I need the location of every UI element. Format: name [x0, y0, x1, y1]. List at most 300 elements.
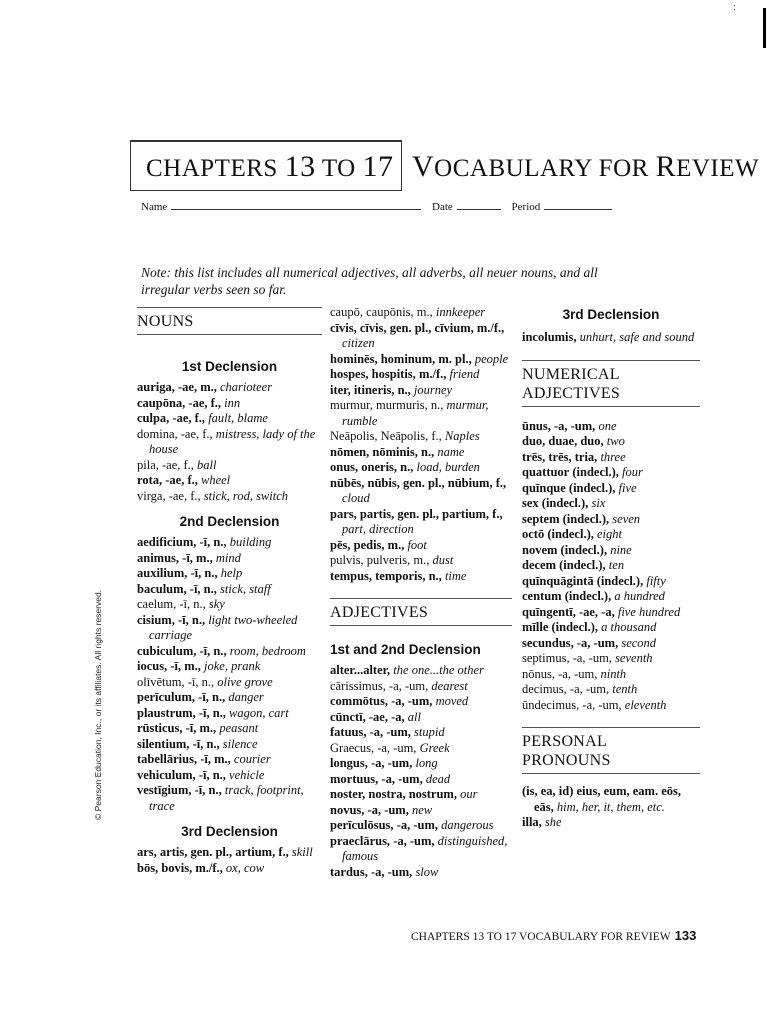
- entry-grammar: f.,: [431, 429, 442, 443]
- vocab-entry: [330, 445, 512, 461]
- entry-meaning: our: [460, 787, 478, 801]
- vocab-entry: [137, 644, 322, 660]
- declension-list: [137, 380, 322, 504]
- entry-meaning: stick, staff: [220, 581, 271, 596]
- entry-meaning: mistress, lady of the house: [149, 426, 316, 456]
- vocab-entry: [522, 512, 700, 528]
- entry-grammar: -ī, n.,: [190, 566, 218, 580]
- entry-meaning: stick, rod, switch: [203, 488, 289, 503]
- entry-grammar: -ae, f.,: [188, 395, 222, 410]
- entry-grammar: -ī, n.,: [198, 767, 226, 782]
- entry-latin: septem: [522, 511, 560, 526]
- entry-latin: caupō, caupōnis,: [330, 305, 414, 319]
- vocab-entry: [137, 861, 322, 877]
- vocab-title: [412, 150, 759, 184]
- vocab-entry: [330, 834, 512, 865]
- vocab-entry: [330, 787, 512, 803]
- entry-latin: animus,: [137, 550, 180, 565]
- vocab-entry: [330, 538, 512, 554]
- entry-meaning: ball: [197, 457, 217, 472]
- vocab-entry: [522, 527, 700, 543]
- vocab-entry: [330, 756, 512, 772]
- entry-grammar: m.,: [416, 305, 433, 319]
- vocab-entry: [522, 651, 700, 667]
- entry-meaning: fault, blame: [208, 411, 268, 425]
- pronouns-heading-line-2: PRONOUNS: [522, 752, 611, 769]
- vocab-entry: [522, 543, 700, 559]
- entry-meaning: help: [220, 566, 243, 580]
- entry-grammar: (indecl.),: [572, 465, 619, 479]
- entry-meaning: two: [606, 434, 625, 448]
- col3-sub-heading: 3rd Declension: [562, 307, 660, 322]
- entry-grammar: -ī, n.,: [179, 597, 206, 611]
- vocab-entry: [522, 620, 700, 636]
- entry-grammar: -ī, n.,: [198, 690, 226, 704]
- vocab-entry: [522, 698, 700, 714]
- entry-grammar: -a, -um,: [396, 818, 439, 832]
- adjective-list: [330, 663, 512, 880]
- entry-latin: alter...alter,: [330, 663, 391, 677]
- entry-meaning: building: [229, 535, 272, 549]
- entry-meaning: long: [415, 756, 438, 770]
- vocab-entry: [522, 636, 700, 652]
- entry-grammar: -ī, n.,: [198, 705, 226, 720]
- entry-meaning: him, her, it, them, etc.: [556, 799, 665, 814]
- entry-grammar: -a, -um,: [393, 833, 435, 848]
- entry-grammar: gen. pl., cīvium, m./f.,: [389, 320, 505, 335]
- entry-latin: nōmen, nōminis,: [330, 444, 418, 459]
- entry-latin: ūnus,: [522, 418, 551, 433]
- vocab-entry: [137, 721, 322, 737]
- entry-meaning: ten: [608, 558, 625, 572]
- entry-grammar: (indecl.),: [551, 620, 599, 634]
- entry-latin: rūsticus,: [137, 721, 183, 735]
- entry-grammar: (indecl.),: [564, 589, 612, 603]
- vocab-entry: [522, 434, 700, 450]
- entry-latin: plaustrum,: [137, 705, 196, 720]
- entry-meaning: cloud: [342, 491, 370, 505]
- entry-meaning: foot: [407, 537, 427, 552]
- entry-meaning: all: [407, 709, 421, 724]
- entry-latin: ūndecimus,: [522, 697, 580, 712]
- column-1: [137, 305, 322, 876]
- entry-grammar: -a, -um,: [391, 694, 433, 708]
- entry-grammar: m.,: [413, 553, 430, 567]
- entry-latin: mortuus,: [330, 771, 379, 786]
- entry-grammar: -ī, n.,: [189, 581, 217, 596]
- entry-latin: fatuus,: [330, 725, 367, 739]
- entry-grammar: -a, -um,: [558, 666, 598, 681]
- title-v: V: [412, 150, 435, 183]
- entry-meaning: seventh: [615, 651, 653, 665]
- entry-grammar: -a, -um,: [377, 740, 417, 755]
- vocab-entry: [330, 679, 512, 695]
- entry-latin: silentium,: [137, 736, 190, 751]
- entry-latin: nūbēs, nūbis,: [330, 475, 400, 490]
- entry-meaning: light two-wheeled carriage: [149, 612, 298, 642]
- vocab-entry: [137, 737, 322, 753]
- vocab-entry: [330, 818, 512, 834]
- entry-meaning: distinguished, famous: [342, 833, 508, 863]
- vocab-entry: [330, 398, 512, 429]
- entry-latin: domina,: [137, 426, 178, 441]
- vocab-entry: [522, 496, 700, 512]
- vocab-entry: [522, 419, 700, 435]
- page-edge-line: [763, 8, 766, 48]
- entry-grammar: (indecl.),: [560, 542, 608, 557]
- entry-latin: duo, duae, duo,: [522, 434, 604, 448]
- adj-3rd-decl-list: [522, 330, 700, 346]
- entry-latin: cūnctī,: [330, 709, 366, 724]
- entry-meaning: dangerous: [441, 818, 494, 832]
- vocab-entry: [330, 321, 512, 352]
- entry-latin: quīnquāgintā: [522, 573, 594, 588]
- date-label: Date: [432, 201, 453, 213]
- period-field[interactable]: [544, 200, 612, 210]
- entry-grammar: -a, -um,: [367, 802, 409, 817]
- entry-grammar: n.,: [428, 568, 442, 583]
- entry-meaning: five hundred: [617, 604, 681, 619]
- vocab-entry: [522, 815, 700, 831]
- entry-meaning: one: [598, 418, 617, 433]
- entry-latin: bōs, bovis,: [137, 860, 193, 875]
- entry-latin: rota,: [137, 473, 163, 487]
- entry-grammar: -ae, f.,: [172, 411, 206, 425]
- title-number-1: 13: [284, 150, 316, 183]
- entry-latin: Graecus,: [330, 740, 375, 755]
- vocab-entry: [522, 667, 700, 683]
- entry-grammar: -ī, m.,: [170, 659, 201, 673]
- entry-grammar: -ae, f.,: [162, 457, 194, 472]
- entry-meaning: wheel: [201, 473, 231, 487]
- pronouns-heading-line-1: PERSONAL: [522, 733, 608, 750]
- entry-grammar: -ae, f.,: [180, 426, 213, 441]
- entry-meaning: tenth: [612, 682, 638, 696]
- entry-meaning: room, bedroom: [229, 643, 306, 658]
- entry-latin: murmur, murmuris,: [330, 398, 428, 412]
- entry-meaning: load, burden: [416, 460, 480, 474]
- entry-meaning: dearest: [431, 678, 468, 693]
- entry-latin: nōnus,: [522, 666, 555, 681]
- vocab-entry: [522, 784, 700, 815]
- entry-meaning: time: [444, 568, 467, 583]
- entry-latin: septimus,: [522, 651, 570, 665]
- entry-latin: (is, ea, id) eius, eum, eam.: [522, 784, 659, 798]
- entry-meaning: new: [411, 802, 433, 817]
- entry-grammar: (indecl.),: [562, 511, 610, 526]
- entry-meaning: mind: [215, 550, 241, 565]
- entry-latin: onus, oneris,: [330, 460, 398, 474]
- entry-latin: sex: [522, 496, 539, 510]
- entry-latin: Neāpolis, Neāpolis,: [330, 429, 429, 443]
- vocab-entry: [137, 845, 322, 861]
- entry-latin: decem: [522, 558, 557, 572]
- entry-latin: ars, artis,: [137, 845, 188, 859]
- entry-meaning: Greek: [419, 740, 450, 755]
- copyright-notice: © Pearson Education, Inc., or its affiliates. All rights reserved.: [93, 589, 103, 820]
- entry-meaning: three: [600, 449, 626, 464]
- vocab-entry: [330, 460, 512, 476]
- entry-meaning: friend: [449, 367, 480, 381]
- vocab-entry: [137, 473, 322, 489]
- vocab-entry: [137, 551, 322, 567]
- entry-grammar: -ī, n.,: [199, 643, 227, 658]
- entry-meaning: seven: [612, 511, 641, 526]
- adjectives-heading: ADJECTIVES: [330, 598, 512, 626]
- entry-latin: olīvētum,: [137, 674, 185, 689]
- entry-grammar: eōs, eās,: [534, 784, 682, 814]
- title-number-2: 17: [362, 150, 394, 183]
- entry-latin: aedificium,: [137, 535, 197, 549]
- entry-latin: culpa,: [137, 411, 170, 425]
- entry-grammar: (indecl.),: [559, 558, 606, 572]
- entry-grammar: -a, -um,: [371, 756, 413, 770]
- entry-grammar: -ī, n.,: [187, 674, 215, 689]
- vocab-entry: [137, 489, 322, 505]
- vocab-entry: [330, 305, 512, 321]
- vocab-entry: [137, 566, 322, 582]
- entry-meaning: second: [621, 635, 657, 650]
- nouns-3rd-decl-cont: [330, 305, 512, 584]
- entry-meaning: eight: [597, 527, 622, 541]
- adj-sub-heading: 1st and 2nd Declension: [330, 642, 481, 657]
- vocab-entry: [137, 690, 322, 706]
- entry-latin: pila,: [137, 457, 159, 472]
- entry-meaning: part, direction: [342, 522, 414, 536]
- entry-latin: pulvis, pulveris,: [330, 553, 411, 567]
- entry-grammar: -a, -um,: [572, 651, 612, 665]
- entry-grammar: m./f.,: [195, 860, 223, 875]
- vocab-entry: [137, 535, 322, 551]
- entry-grammar: -a, -um,: [370, 864, 413, 879]
- entry-latin: illa,: [522, 815, 542, 829]
- numerical-heading-line-1: NUMERICAL: [522, 365, 620, 383]
- vocab-entry: [330, 383, 512, 399]
- entry-latin: mīlle: [522, 620, 549, 634]
- vocab-entry: [137, 427, 322, 458]
- vocab-entry: [522, 330, 700, 346]
- vocab-entry: [330, 710, 512, 726]
- entry-grammar: gen. pl., artium, f.,: [190, 845, 289, 859]
- entry-meaning: inn: [224, 395, 241, 410]
- entry-latin: centum: [522, 589, 562, 603]
- vocab-entry: [522, 558, 700, 574]
- entry-grammar: (indecl.),: [568, 480, 616, 495]
- vocab-entry: [330, 663, 512, 679]
- entry-grammar: m.,: [387, 537, 405, 552]
- entry-latin: incolumis,: [522, 330, 577, 344]
- entry-meaning: ninth: [600, 666, 627, 681]
- entry-latin: caelum,: [137, 597, 177, 611]
- entry-latin: iocus,: [137, 659, 168, 673]
- entry-meaning: charioteer: [219, 380, 273, 394]
- entry-grammar: -a, -um,: [381, 771, 423, 786]
- entry-meaning: danger: [228, 690, 264, 704]
- declension-heading: 3rd Declension: [181, 824, 278, 839]
- entry-meaning: unhurt, safe and sound: [579, 330, 695, 344]
- entry-latin: auriga,: [137, 380, 175, 394]
- vocab-entry: [522, 605, 700, 621]
- vocab-entry: [330, 725, 512, 741]
- vocab-entry: [137, 768, 322, 784]
- vocab-entry: [330, 476, 512, 507]
- vocab-entry: [522, 465, 700, 481]
- entry-meaning: a thousand: [601, 620, 657, 634]
- pronoun-list: [522, 784, 700, 831]
- entry-grammar: -ae, f.,: [165, 473, 198, 487]
- page-number: 133: [674, 928, 697, 943]
- declension-heading: 1st Declension: [181, 359, 278, 374]
- entry-meaning: people: [474, 351, 509, 366]
- entry-latin: cārissimus,: [330, 678, 386, 693]
- entry-latin: tabellārius,: [137, 752, 198, 766]
- entry-grammar: -ī, n.,: [177, 612, 206, 627]
- date-field[interactable]: [457, 200, 501, 210]
- entry-latin: trēs, trēs, tria,: [522, 449, 598, 464]
- entry-meaning: journey: [413, 382, 453, 397]
- entry-grammar: m./f.,: [418, 367, 447, 381]
- title-r: R: [655, 150, 677, 183]
- entry-grammar: n.,: [430, 398, 444, 412]
- form-row: [141, 200, 620, 213]
- declension-heading: 2nd Declension: [179, 514, 280, 529]
- vocab-entry: [137, 597, 322, 613]
- entry-grammar: -ae, -a,: [368, 709, 405, 724]
- entry-grammar: -a, -um,: [369, 725, 411, 739]
- vocab-entry: [522, 450, 700, 466]
- entry-meaning: the one...the other: [393, 663, 484, 677]
- entry-meaning: sky: [208, 597, 225, 611]
- footer-title: CHAPTERS 13 TO 17 VOCABULARY FOR REVIEW: [411, 931, 671, 943]
- entry-latin: hominēs, hominum,: [330, 351, 436, 366]
- entry-meaning: citizen: [342, 336, 375, 350]
- vocab-entry: [137, 706, 322, 722]
- column-3: [522, 305, 700, 831]
- period-label: Period: [511, 201, 541, 213]
- entry-latin: quīnque: [522, 480, 566, 495]
- vocab-entry: [137, 675, 322, 691]
- vocab-entry: [330, 352, 512, 368]
- vocab-entry: [137, 380, 322, 396]
- entry-meaning: ox, cow: [225, 860, 265, 875]
- entry-latin: virga,: [137, 488, 166, 503]
- entry-meaning: stupid: [414, 725, 445, 739]
- entry-grammar: -a, -um,: [553, 418, 596, 433]
- entry-meaning: courier: [233, 752, 271, 766]
- entry-grammar: -a, -um,: [389, 678, 429, 693]
- entry-grammar: -ī, m.,: [182, 550, 213, 565]
- vocab-entry: [330, 865, 512, 881]
- entry-meaning: skill: [291, 845, 313, 859]
- entry-grammar: -ī, m.,: [185, 721, 217, 735]
- entry-meaning: name: [437, 444, 465, 459]
- entry-grammar: (indecl.),: [541, 496, 589, 510]
- vocab-entry: [137, 396, 322, 412]
- entry-latin: praeclārus,: [330, 833, 391, 848]
- vocab-entry: [330, 429, 512, 445]
- entry-latin: octō: [522, 527, 545, 541]
- entry-latin: perīculum,: [137, 690, 195, 704]
- entry-latin: decimus,: [522, 682, 567, 696]
- margin-mark: :: [733, 2, 736, 13]
- vocab-entry: [330, 772, 512, 788]
- chapters-title: [146, 150, 393, 184]
- entry-meaning: a hundred: [614, 589, 665, 603]
- entry-latin: vehiculum,: [137, 767, 196, 782]
- vocab-entry: [330, 741, 512, 757]
- entry-grammar: -ī, n.,: [194, 783, 222, 797]
- entry-meaning: moved: [435, 694, 469, 708]
- vocab-entry: [137, 659, 322, 675]
- page-footer: [411, 928, 696, 943]
- name-label: Name: [141, 201, 168, 213]
- vocab-entry: [522, 682, 700, 698]
- entry-meaning: five: [618, 480, 637, 495]
- vocab-entry: [137, 752, 322, 768]
- entry-latin: cisium,: [137, 612, 175, 627]
- vocab-entry: [137, 783, 322, 814]
- title-eview: EVIEW: [676, 155, 760, 182]
- entry-meaning: eleventh: [624, 697, 667, 712]
- entry-grammar: -ae, -a,: [578, 604, 615, 619]
- entry-meaning: she: [544, 815, 562, 829]
- vocab-entry: [522, 589, 700, 605]
- numerical-adjectives-heading: [522, 360, 700, 407]
- entry-latin: tempus, temporis,: [330, 568, 426, 583]
- entry-meaning: joke, prank: [204, 659, 261, 673]
- entry-grammar: -ī, m.,: [200, 752, 231, 766]
- entry-latin: quattuor: [522, 465, 570, 479]
- entry-grammar: n.,: [421, 444, 435, 459]
- entry-meaning: innkeeper: [435, 305, 486, 319]
- name-field[interactable]: [171, 200, 421, 210]
- vocab-entry: [330, 694, 512, 710]
- vocab-entry: [330, 569, 512, 585]
- entry-meaning: peasant: [219, 721, 259, 735]
- column-2: [330, 305, 512, 880]
- entry-meaning: vehicle: [229, 767, 265, 782]
- entry-latin: perīculōsus,: [330, 818, 394, 832]
- entry-meaning: slow: [415, 864, 439, 879]
- note-text: Note: this list includes all numerical adjectives, all adverbs, all neuer nouns, and all irregular verbs seen so far.: [141, 265, 598, 297]
- entry-latin: pars, partis,: [330, 506, 395, 521]
- entry-grammar: n.,: [400, 460, 414, 474]
- entry-latin: auxilium,: [137, 566, 188, 580]
- entry-grammar: (indecl.),: [547, 527, 594, 541]
- vocab-entry: [137, 582, 322, 598]
- vocab-entry: [330, 553, 512, 569]
- numerical-list: [522, 419, 700, 714]
- entry-latin: iter, itineris,: [330, 382, 395, 397]
- entry-meaning: four: [622, 465, 643, 479]
- numerical-heading-line-2: ADJECTIVES: [522, 384, 621, 402]
- vocab-entry: [330, 507, 512, 538]
- entry-latin: novem: [522, 542, 558, 557]
- entry-grammar: gen. pl., partium, f.,: [397, 506, 503, 521]
- entry-latin: hospes, hospitis,: [330, 367, 416, 381]
- vocab-entry: [330, 803, 512, 819]
- vocab-entry: [330, 367, 512, 383]
- vocab-entry: [522, 481, 700, 497]
- entry-grammar: -ī, n.,: [192, 736, 220, 751]
- entry-grammar: -ae, f.,: [168, 488, 201, 503]
- personal-pronouns-heading: [522, 727, 700, 774]
- declension-list: [137, 845, 322, 876]
- entry-meaning: Naples: [444, 429, 480, 443]
- entry-meaning: track, footprint, trace: [149, 783, 304, 813]
- title-ocab: OCABULARY FOR: [434, 155, 656, 182]
- entry-meaning: murmur, rumble: [342, 398, 489, 428]
